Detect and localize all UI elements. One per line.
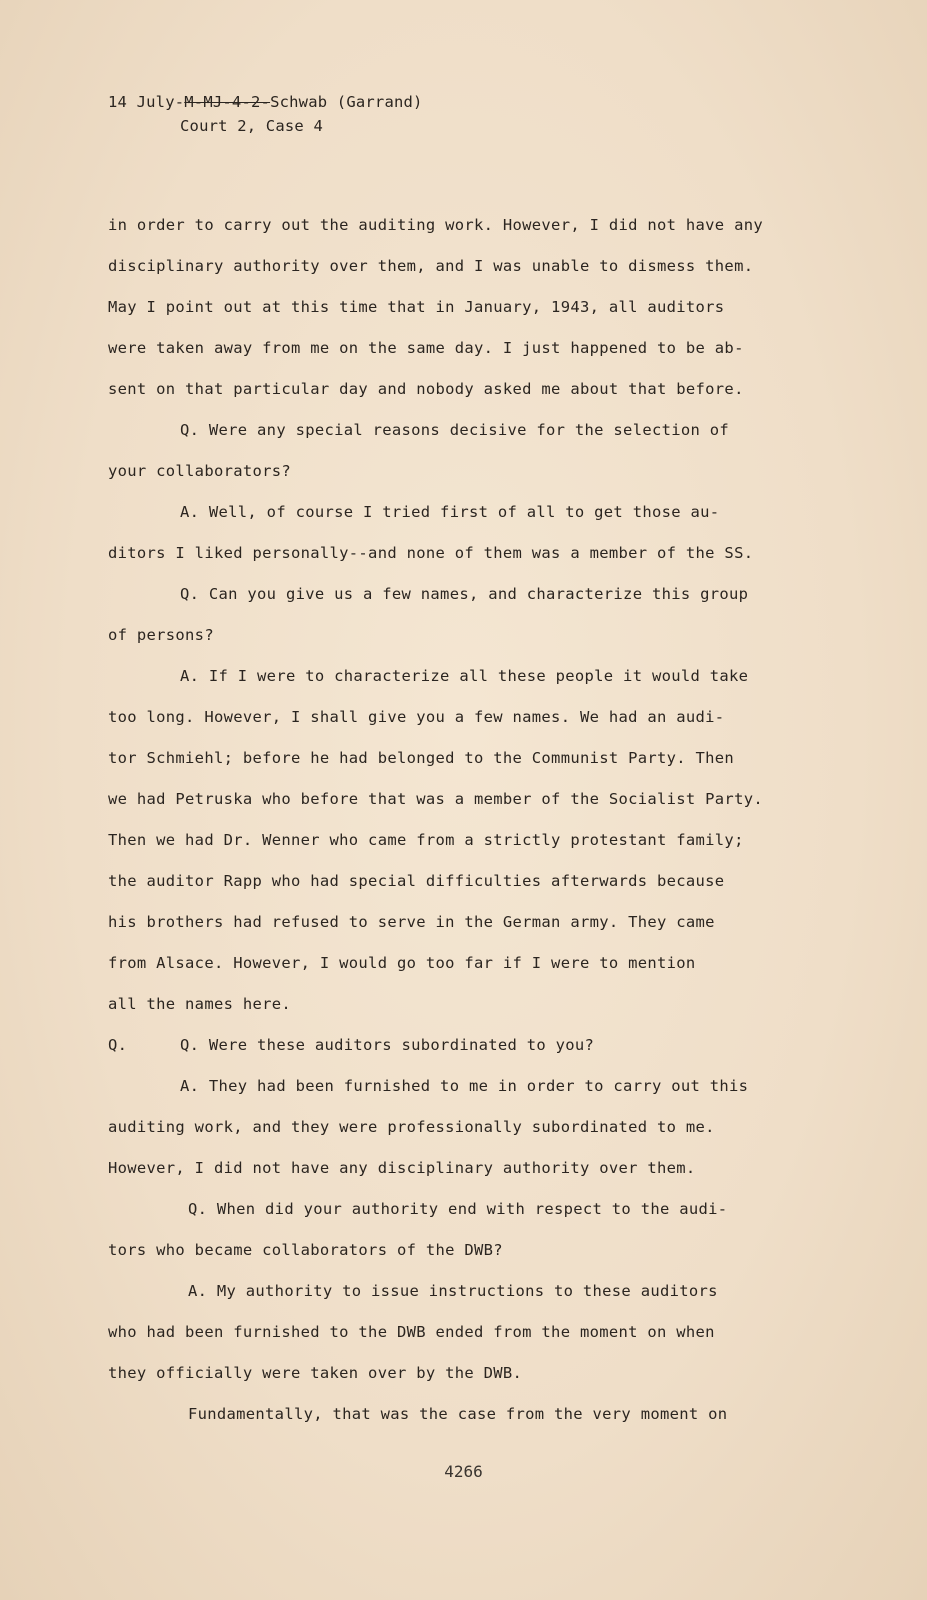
margin-mark: Q. [108,1036,128,1054]
transcript-line-text: Q. Can you give us a few names, and characterize this group [180,585,749,603]
transcript-line [108,1189,808,1230]
transcript-line [108,410,808,451]
transcript-line [108,1312,808,1353]
transcript-line [108,246,808,287]
header-case: Court 2, Case 4 [180,117,323,135]
transcript-line [108,984,808,1025]
transcript-line [108,943,808,984]
transcript-line-text: your collaborators? [108,462,292,480]
transcript-line-text: disciplinary authority over them, and I was unable to dismess them. [108,257,754,275]
transcript-line-text: ditors I liked personally--and none of them was a member of the SS. [108,544,754,562]
transcript-line [108,451,808,492]
transcript-line-text: we had Petruska who before that was a member of the Socialist Party. [108,790,763,808]
transcript-line-text: A. They had been furnished to me in order to carry out this [180,1077,749,1095]
transcript-line [108,1353,808,1394]
transcript-line-text: Q. When did your authority end with respect to the audi- [188,1200,728,1218]
transcript-line-text: were taken away from me on the same day. I just happened to be ab- [108,339,744,357]
transcript-line-text: in order to carry out the auditing work. However, I did not have any [108,216,763,234]
transcript-line-text: Then we had Dr. Wenner who came from a strictly protestant family; [108,831,744,849]
transcript-line [108,328,808,369]
transcript-line [108,287,808,328]
transcript-line-text: tors who became collaborators of the DWB? [108,1241,503,1259]
transcript-line-text: A. Well, of course I tried first of all to get those au- [180,503,720,521]
transcript-line [108,615,808,656]
transcript-line [108,820,808,861]
transcript-line [108,574,808,615]
transcript-line-text: Q. Were these auditors subordinated to you? [180,1036,595,1054]
transcript-line-text: Q. Were any special reasons decisive for the selection of [180,421,730,439]
header-date: 14 July- [108,93,185,111]
transcript-line-text: May I point out at this time that in January, 1943, all auditors [108,298,725,316]
transcript-line-text: However, I did not have any disciplinary authority over them. [108,1159,696,1177]
transcript-line-text: tor Schmiehl; before he had belonged to the Communist Party. Then [108,749,735,767]
transcript-line [108,1066,808,1107]
transcript-line-text: who had been furnished to the DWB ended from the moment on when [108,1323,715,1341]
transcript-line-text: of persons? [108,626,214,644]
transcript-line-text: A. My authority to issue instructions to these auditors [188,1282,718,1300]
transcript-line [108,656,808,697]
transcript-line [108,779,808,820]
transcript-line-text: A. If I were to characterize all these people it would take [180,667,749,685]
transcript-line-text: all the names here. [108,995,292,1013]
transcript-line [108,1230,808,1271]
transcript-line-text: too long. However, I shall give you a few names. We had an audi- [108,708,725,726]
transcript-line-text: his brothers had refused to serve in the German army. They came [108,913,715,931]
page-number: 4266 [444,1462,483,1481]
transcript-line [108,1148,808,1189]
transcript-line [108,1394,808,1435]
transcript-line [108,1271,808,1312]
transcript-line [108,1025,808,1066]
transcript-line [108,697,808,738]
transcript-line [108,492,808,533]
transcript-line-text: they officially were taken over by the DWB. [108,1364,523,1382]
transcript-line-text: sent on that particular day and nobody asked me about that before. [108,380,744,398]
transcript-body [108,205,808,1435]
transcript-line [108,369,808,410]
page-header [108,90,423,138]
transcript-line-text: from Alsace. However, I would go too far if I were to mention [108,954,696,972]
transcript-line [108,902,808,943]
transcript-line [108,1107,808,1148]
transcript-line-text: Fundamentally, that was the case from the very moment on [188,1405,728,1423]
transcript-line-text: the auditor Rapp who had special difficulties afterwards because [108,872,725,890]
transcript-line-text: auditing work, and they were professionally subordinated to me. [108,1118,715,1136]
transcript-line [108,533,808,574]
header-line [108,90,423,114]
header-struck-code: M-MJ-4-2- [184,93,271,111]
transcript-line [108,205,808,246]
transcript-line [108,861,808,902]
header-name: Schwab (Garrand) [270,93,423,111]
transcript-line [108,738,808,779]
